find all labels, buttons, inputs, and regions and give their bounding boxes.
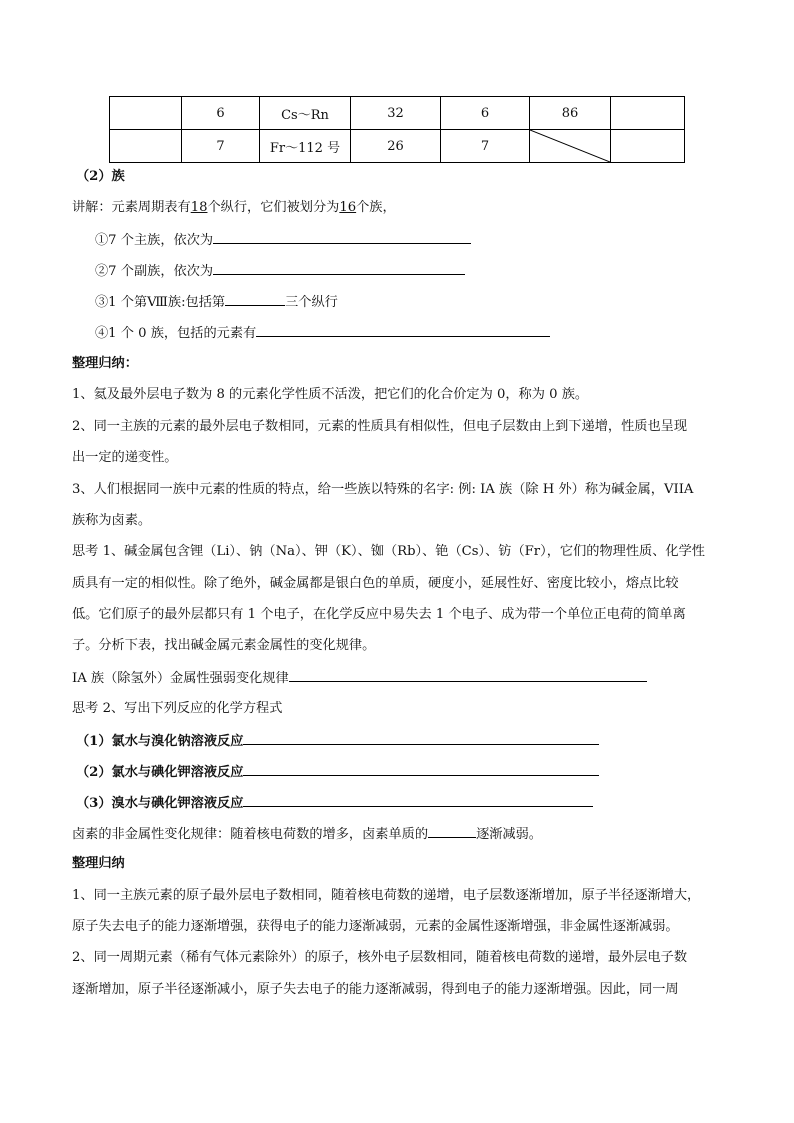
column-count: 18 [190,200,208,215]
table-cell [110,130,182,163]
paragraph-line: 思考 1、碱金属包含锂（Li）、钠（Na）、钾（K）、铷（Rb）、铯（Cs）、钫（Fr），它们的物理性质、化学性 [72,544,705,559]
table-cell [611,130,685,163]
table-cell [611,97,685,130]
table-cell: 6 [182,97,260,130]
item-text: ②7 个副族，依次为 [95,264,214,279]
paragraph-line: 2、同一周期元素（稀有气体元素除外）的原子，核外电子层数相同，随着核电荷数的递增，最外层电子数 [72,950,688,965]
paragraph-line: 低。它们原子的最外层都只有 1 个电子，在化学反应中易失去 1 个电子、成为带一个单位正电荷的简单离 [72,607,686,622]
answer-blank[interactable] [213,230,471,244]
answer-blank[interactable] [256,323,550,337]
group-count: 16 [339,200,357,215]
summary-title: 整理归纳： [72,356,138,371]
item-text: ④1 个 0 族，包括的元素有 [95,326,257,341]
table-cell: Fr～112 号 [260,130,351,163]
lecture-middle: 个纵行，它们被划分为 [207,200,340,215]
item-group-viii [95,292,338,312]
item-main-groups [95,230,471,250]
lecture-prefix: 讲解：元素周期表有 [72,200,191,215]
table-cell: Cs～Rn [260,97,351,130]
answer-blank[interactable] [213,261,465,275]
item-text: ①7 个主族，依次为 [95,233,214,248]
diagonal-empty-cell [530,130,611,163]
answer-blank[interactable] [243,762,599,776]
table-cell: 32 [351,97,441,130]
paragraph-line: 1、氦及最外层电子数为 8 的元素化学性质不活泼，把它们的化合价定为 0，称为 0 族。 [72,387,589,402]
table-cell: 86 [530,97,611,130]
reaction-line [76,762,599,782]
paragraph-line: 3、人们根据同一族中元素的性质的特点，给一些族以特殊的名字: 例: IA 族（除 H 外）称为碱金属，VIIA [72,482,694,497]
item-text: 三个纵行 [285,295,338,310]
paragraph-line: 出一定的递变性。 [72,450,178,465]
item-zero-group [95,323,550,343]
answer-blank[interactable] [225,292,285,306]
paragraph-line: 族称为卤素。 [72,513,152,528]
paragraph-line: 2、同一主族的元素的最外层电子数相同，元素的性质具有相似性，但电子层数由上到下递增，性质也呈现 [72,419,688,434]
section-heading-group: （2）族 [76,169,125,184]
table-cell [110,97,182,130]
table-row [110,97,685,130]
ia-rule-line [72,668,647,688]
diagonal-line [530,130,610,162]
paragraph-line: 子。分析下表，找出碱金属元素金属性的变化规律。 [72,638,376,653]
reaction-text: （1）氯水与溴化钠溶液反应 [76,734,244,749]
lecture-line [72,199,396,217]
table-cell: 26 [351,130,441,163]
answer-blank[interactable] [289,668,647,682]
answer-blank[interactable] [428,824,476,838]
item-text: ③1 个第Ⅷ族:包括第 [95,295,226,310]
halogen-rule-text: 逐渐减弱。 [476,827,542,842]
paragraph-line: 1、同一主族元素的原子最外层电子数相同，随着核电荷数的递增，电子层数逐渐增加，原子半径逐渐增大， [72,888,701,903]
period-table [109,96,685,163]
halogen-rule-line [72,824,542,844]
reaction-text: （3）溴水与碘化钾溶液反应 [76,796,244,811]
paragraph-line: 逐渐增加，原子半径逐渐减小，原子失去电子的能力逐渐减弱，得到电子的能力逐渐增强。因此，同一周 [72,982,679,997]
summary-title: 整理归纳 [72,856,125,871]
reaction-line [76,731,599,751]
halogen-rule-text: 卤素的非金属性变化规律：随着核电荷数的增多，卤素单质的 [72,827,429,842]
reaction-text: （2）氯水与碘化钾溶液反应 [76,765,244,780]
ia-rule-text: IA 族（除氢外）金属性强弱变化规律 [72,671,289,686]
item-sub-groups [95,261,465,281]
table-cell: 6 [441,97,530,130]
paragraph-line: 原子失去电子的能力逐渐增强，获得电子的能力逐渐减弱，元素的金属性逐渐增强，非金属性逐渐减弱。 [72,919,679,934]
table-row [110,130,685,163]
answer-blank[interactable] [243,793,593,807]
answer-blank[interactable] [243,731,599,745]
reaction-line [76,793,593,813]
table-cell: 7 [182,130,260,163]
lecture-suffix: 个族， [356,200,396,215]
table-cell: 7 [441,130,530,163]
paragraph-line: 质具有一定的相似性。除了绝外，碱金属都是银白色的单质，硬度小，延展性好、密度比较小，熔点比较 [72,576,679,591]
think-2-line: 思考 2、写出下列反应的化学方程式 [72,701,283,716]
